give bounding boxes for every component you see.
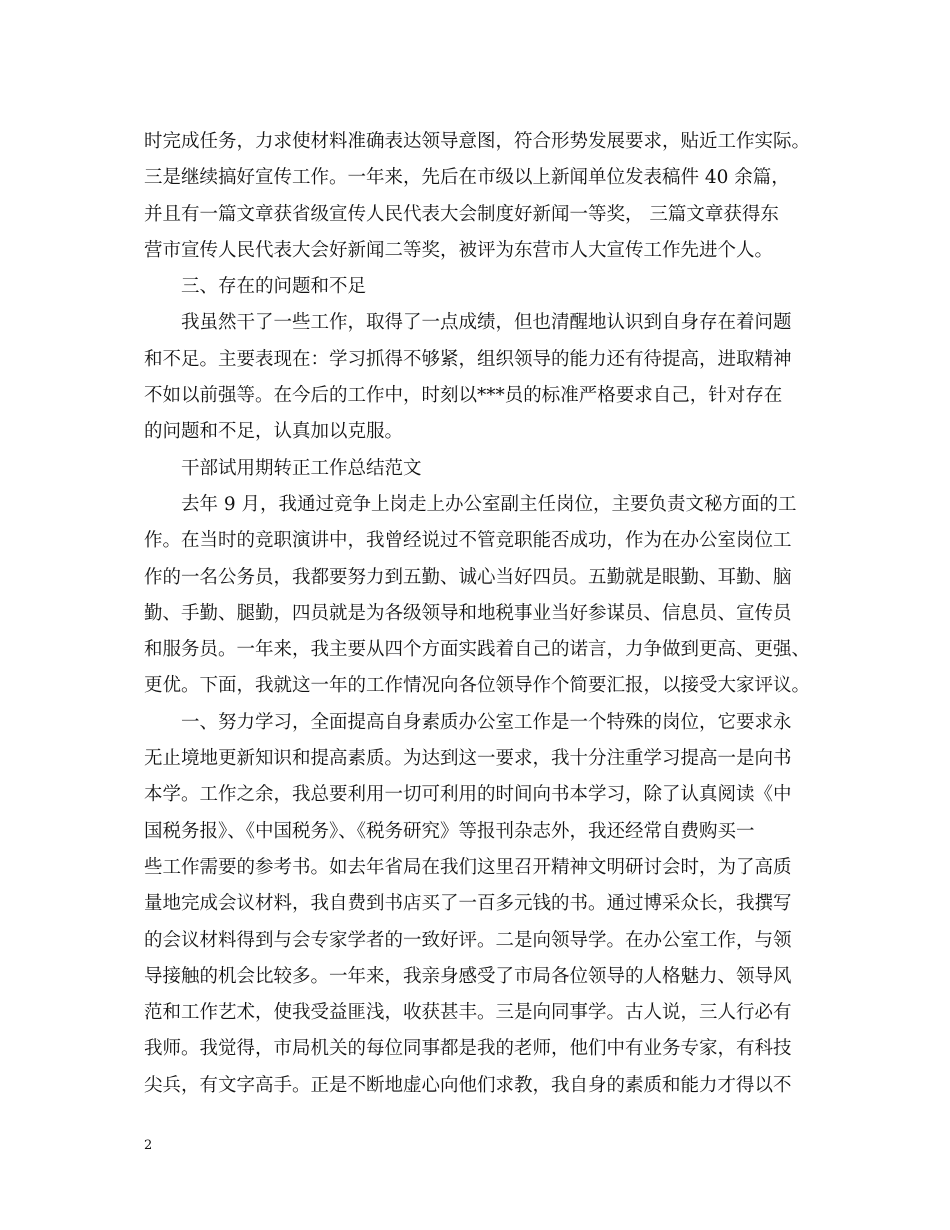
- text-line: 国税务报》、《中国税务》、《税务研究》等报刊杂志外，我还经常自费购买一: [144, 820, 755, 842]
- text-line: 和不足。主要表现在：学习抓得不够紧，组织领导的能力还有待提高，进取精神: [144, 348, 792, 370]
- text-line: 我虽然干了一些工作，取得了一点成绩，但也清醒地认识到自身存在着问题: [181, 312, 792, 334]
- text-line: 的会议材料得到与会专家学者的一致好评。二是向领导学。在办公室工作，与领: [144, 929, 792, 951]
- text-line: 尖兵，有文字高手。正是不断地虚心向他们求教，我自身的素质和能力才得以不: [144, 1074, 792, 1096]
- text-line: 些工作需要的参考书。如去年省局在我们这里召开精神文明研讨会时，为了高质: [144, 856, 792, 878]
- text-line: 和服务员。一年来，我主要从四个方面实践着自己的诺言，力争做到更高、更强、: [144, 639, 811, 661]
- text-line: 营市宣传人民代表大会好新闻二等奖，被评为东营市人大宣传工作先进个人。: [144, 239, 774, 261]
- text-line: 更优。下面，我就这一年的工作情况向各位领导作个简要汇报，以接受大家评议。: [144, 675, 811, 697]
- text-line: 三是继续搞好宣传工作。一年来，先后在市级以上新闻单位发表稿件 40 余篇，: [144, 167, 790, 189]
- text-line: 作的一名公务员，我都要努力到五勤、诚心当好四员。五勤就是眼勤、耳勤、脑: [144, 566, 792, 588]
- text-line: 三、存在的问题和不足: [181, 276, 367, 298]
- text-line: 我师。我觉得，市局机关的每位同事都是我的老师，他们中有业务专家，有科技: [144, 1038, 792, 1060]
- text-line: 无止境地更新知识和提高素质。为达到这一要求，我十分注重学习提高一是向书: [144, 748, 792, 770]
- text-line: 时完成任务，力求使材料准确表达领导意图，符合形势发展要求，贴近工作实际。: [144, 131, 811, 152]
- text-line: 一、努力学习，全面提高自身素质办公室工作是一个特殊的岗位，它要求永: [181, 711, 792, 733]
- text-line: 导接触的机会比较多。一年来，我亲身感受了市局各位领导的人格魅力、领导风: [144, 965, 792, 987]
- text-line: 勤、手勤、腿勤，四员就是为各级领导和地税事业当好参谋员、信息员、宣传员: [144, 602, 792, 624]
- text-line: 本学。工作之余，我总要利用一切可利用的时间向书本学习，除了认真阅读《中: [144, 784, 792, 806]
- text-line: 干部试用期转正工作总结范文: [181, 457, 422, 479]
- text-line: 量地完成会议材料，我自费到书店买了一百多元钱的书。通过博采众长，我撰写: [144, 893, 792, 915]
- text-line: 范和工作艺术，使我受益匪浅，收获甚丰。三是向同事学。古人说，三人行必有: [144, 1002, 792, 1024]
- text-line: 去年 9 月，我通过竞争上岗走上办公室副主任岗位，主要负责文秘方面的工: [181, 493, 797, 515]
- text-line: 作。在当时的竞职演讲中，我曾经说过不管竞职能否成功，作为在办公室岗位工: [144, 530, 792, 552]
- page-number: 2: [144, 1138, 153, 1153]
- text-line: 并且有一篇文章获省级宣传人民代表大会制度好新闻一等奖， 三篇文章获得东: [144, 203, 779, 225]
- text-line: 不如以前强等。在今后的工作中，时刻以***员的标准严格要求自己，针对存在: [144, 385, 783, 407]
- text-line: 的问题和不足，认真加以克服。: [144, 421, 404, 443]
- body-text: [144, 124, 814, 1104]
